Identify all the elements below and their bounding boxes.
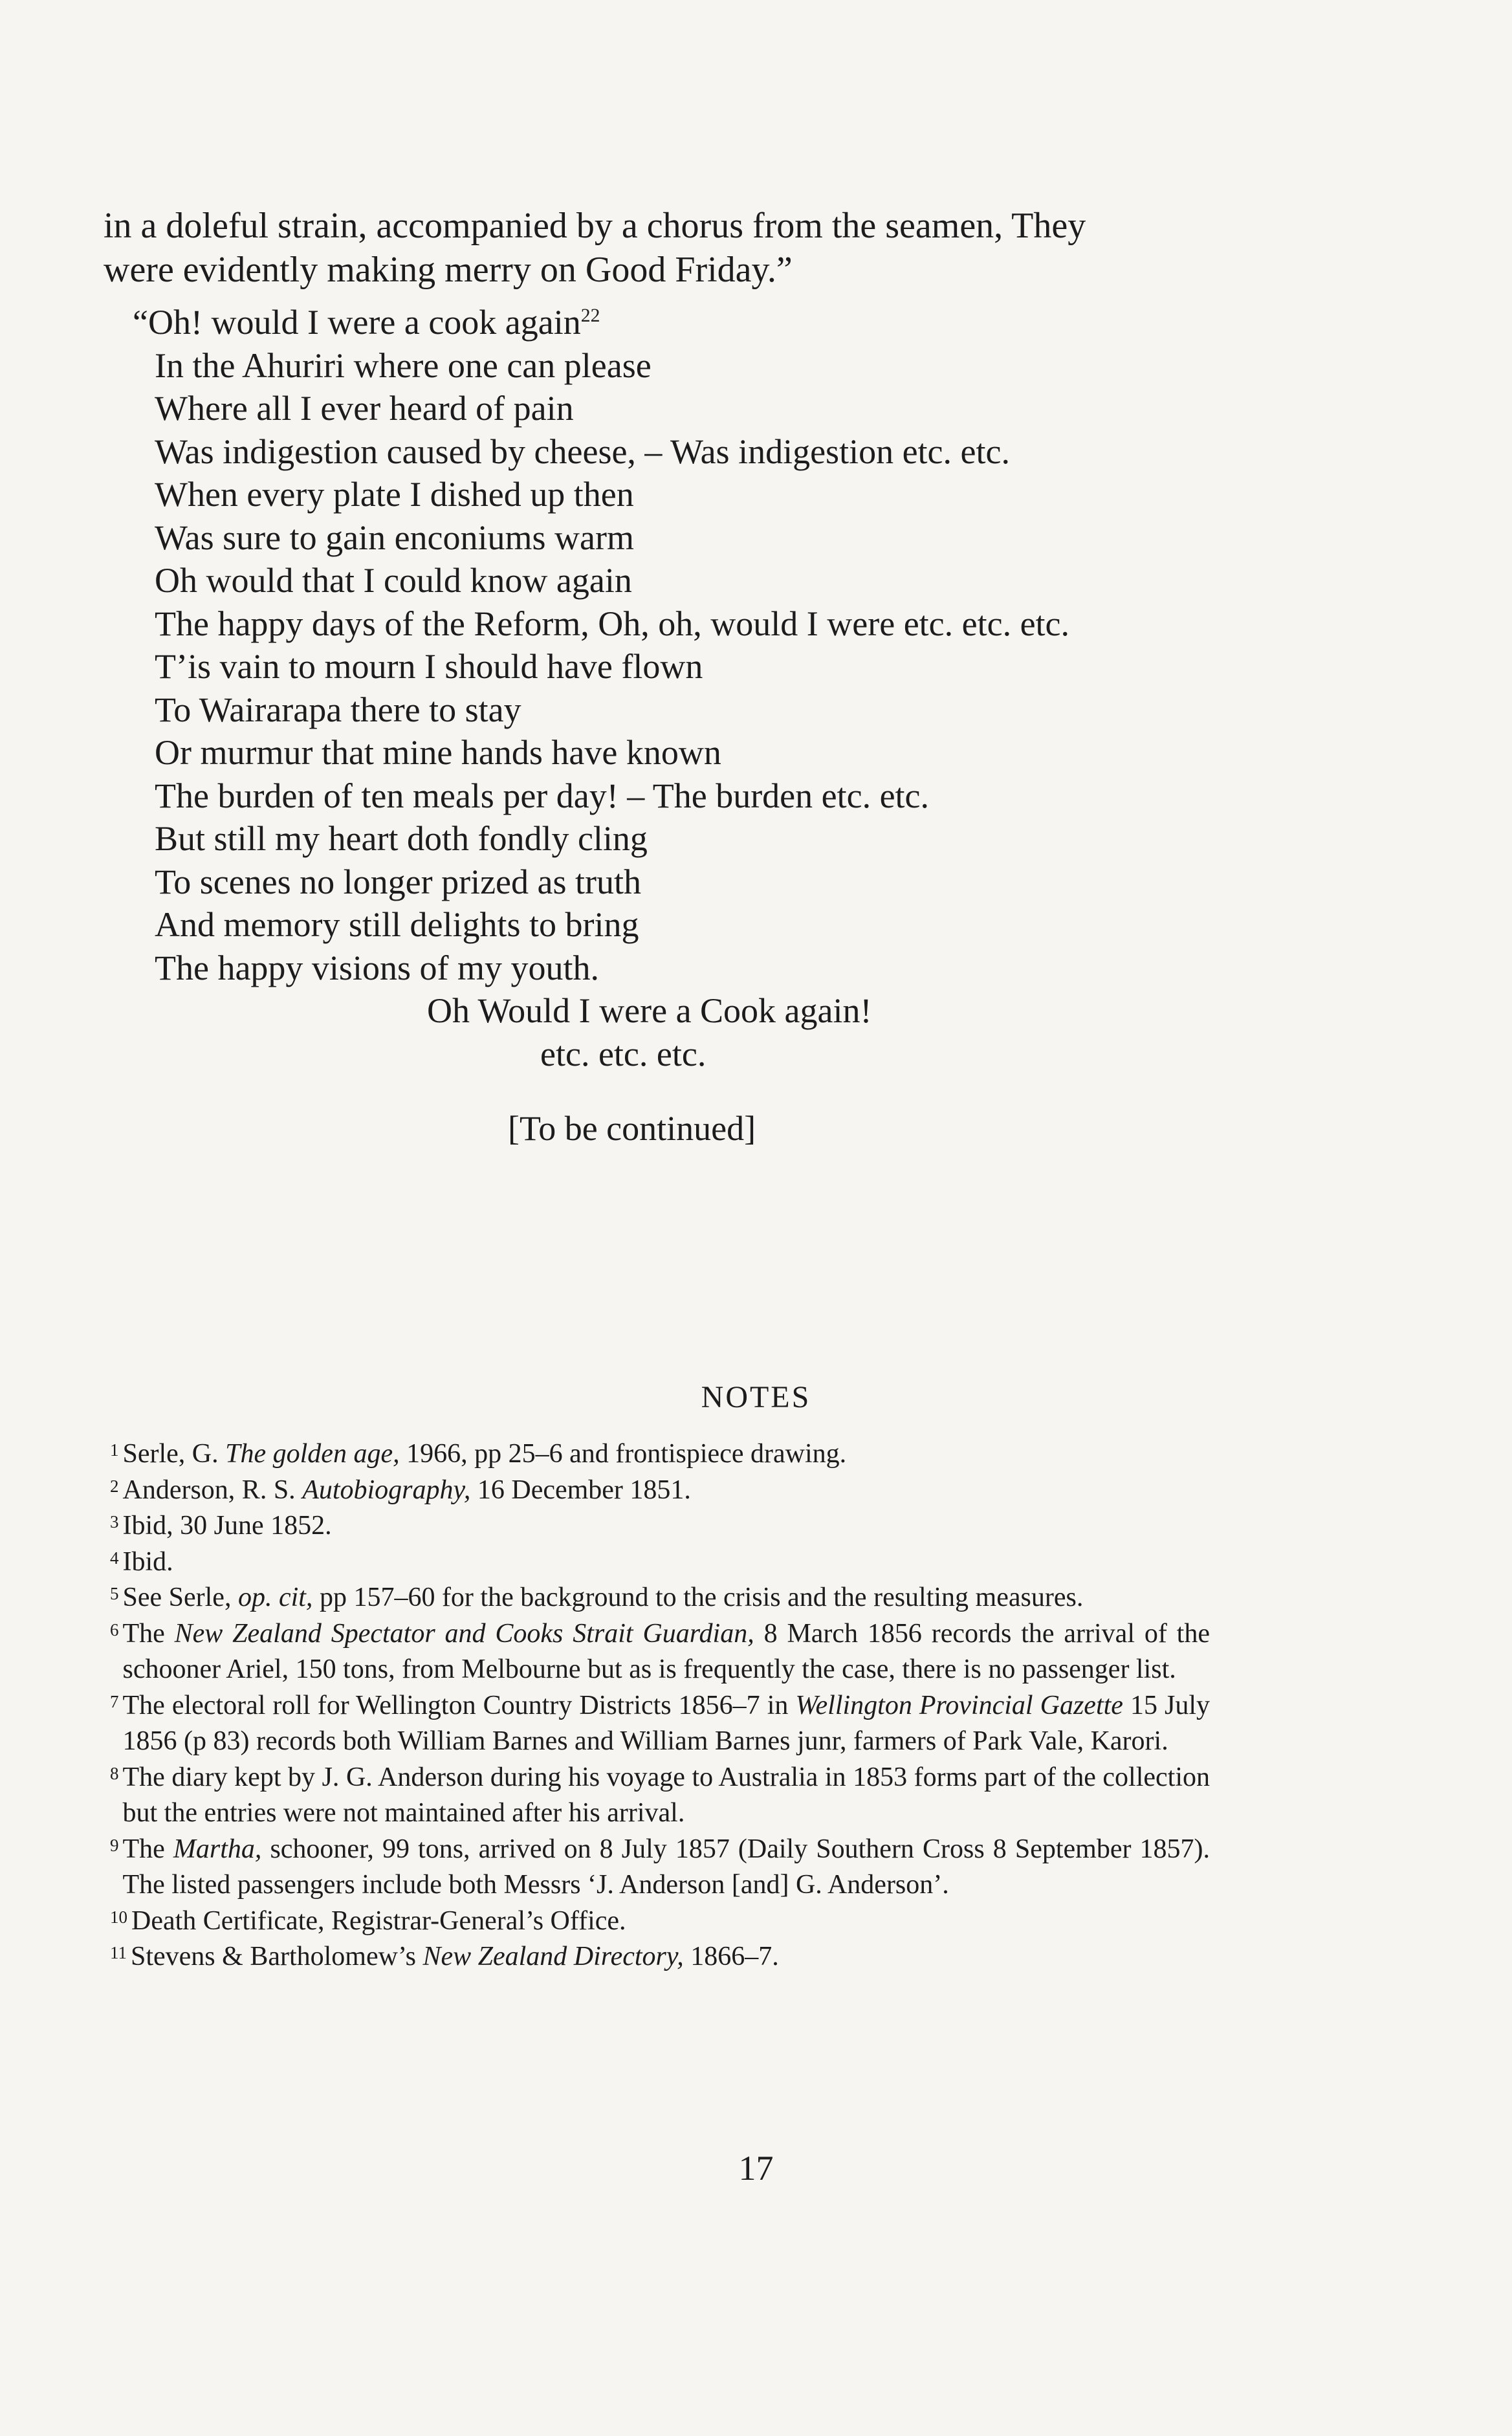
poem-refrain: Oh Would I were a Cook again!: [427, 991, 872, 1030]
poem-line: In the Ahuriri where one can please: [155, 346, 652, 385]
note-text-pre: Death Certificate, Registrar-General’s Office.: [131, 1905, 626, 1936]
note-text-pre: The: [122, 1618, 175, 1649]
note-text-pre: Anderson, R. S.: [122, 1475, 303, 1505]
note-text-pre: See Serle,: [122, 1583, 238, 1612]
note-text-italic: The golden age,: [225, 1439, 400, 1469]
poem-line: Or murmur that mine hands have known: [155, 733, 721, 772]
notes-heading: NOTES: [701, 1380, 811, 1414]
poem-line: Where all I ever heard of pain: [155, 389, 574, 428]
note-text-italic: New Zealand Directory,: [422, 1942, 684, 1971]
note-number: 1: [110, 1440, 119, 1460]
note-text: [123, 1832, 1211, 1904]
note-number: 10: [110, 1907, 127, 1927]
poem-line: When every plate I dished up then: [155, 475, 634, 514]
note-text-pre: Serle, G.: [122, 1439, 226, 1469]
poem-line: The happy visions of my youth.: [155, 948, 599, 987]
note-text: [123, 1544, 1211, 1581]
note-text: [123, 1688, 1211, 1760]
note-text-post: 15 July 1856 (p 83) records both William Barnes and William Barnes junr, farmers of Park Vale, Karori.: [122, 1690, 1210, 1756]
poem-line: But still my heart doth fondly cling: [155, 819, 648, 858]
note-text-italic: op. cit,: [237, 1583, 313, 1612]
note-text: [123, 1616, 1211, 1688]
note-number: 5: [110, 1584, 119, 1603]
note-text-italic: New Zealand Spectator and Cooks Strait Guardian,: [174, 1618, 754, 1649]
note-text-italic: Autobiography,: [302, 1475, 471, 1505]
note-text-post: 1866–7.: [683, 1942, 779, 1971]
intro-line-2: were evidently making merry on Good Friday.”: [104, 250, 793, 290]
poem-line: And memory still delights to bring: [155, 905, 639, 944]
note-item: [110, 1939, 1210, 1975]
poem-line: The burden of ten meals per day! – The burden etc. etc.: [155, 776, 930, 815]
note-number: 4: [110, 1548, 119, 1568]
poem-line: To Wairarapa there to stay: [155, 690, 521, 729]
note-item: [110, 1904, 1210, 1940]
note-item: [110, 1832, 1210, 1904]
note-number: 11: [110, 1943, 127, 1962]
note-text: [123, 1580, 1211, 1616]
note-text-italic: Wellington Provincial Gazette: [795, 1690, 1123, 1720]
poem: [133, 301, 1226, 1075]
note-text: [131, 1939, 1210, 1975]
note-text: [123, 1473, 1211, 1509]
note-item: [110, 1544, 1210, 1581]
note-text-post: schooner, 99 tons, arrived on 8 July 1857 (Daily Southern Cross 8 September 1857). The listed passengers include both Messrs ‘J. Anderson [and] G. Anderson’.: [122, 1834, 1211, 1900]
note-item: [110, 1508, 1210, 1544]
note-text: [123, 1436, 1211, 1473]
note-text: [123, 1508, 1211, 1544]
poem-line: Was indigestion caused by cheese, – Was indigestion etc. etc.: [155, 432, 1010, 471]
poem-line: Was sure to gain enconiums warm: [155, 518, 634, 557]
note-text-pre: Stevens & Bartholomew’s: [131, 1942, 423, 1971]
note-item: [110, 1616, 1210, 1688]
note-text-pre: Ibid.: [122, 1546, 173, 1577]
note-number: 6: [110, 1619, 119, 1640]
intro-line-1: in a doleful strain, accompanied by a chorus from the seamen, They: [104, 206, 1086, 246]
note-text-pre: The: [122, 1834, 173, 1864]
note-text-post: 1966, pp 25–6 and frontispiece drawing.: [399, 1439, 847, 1469]
note-item: [110, 1688, 1210, 1760]
note-item: [110, 1436, 1210, 1473]
note-text-pre: Ibid, 30 June 1852.: [122, 1511, 332, 1541]
note-number: 9: [110, 1835, 119, 1855]
poem-line: [133, 301, 1226, 344]
poem-line-text: “Oh! would I were a cook again: [133, 303, 581, 342]
note-item: [110, 1580, 1210, 1616]
note-text: [131, 1904, 1210, 1940]
note-item: [110, 1760, 1210, 1832]
note-text-pre: The electoral roll for Wellington Country Districts 1856–7 in: [122, 1690, 796, 1720]
notes-list: [110, 1436, 1210, 1975]
note-number: 2: [110, 1476, 119, 1496]
poem-line: The happy days of the Reform, Oh, oh, would I were etc. etc. etc.: [155, 604, 1070, 643]
note-text-post: 8 March 1856 records the arrival of the schooner Ariel, 150 tons, from Melbourne but as is frequently the case, there is no passenger list.: [122, 1618, 1210, 1684]
footnote-ref: 22: [580, 305, 600, 326]
note-text-italic: Martha,: [173, 1834, 262, 1864]
note-text-post: pp 157–60 for the background to the crisis and the resulting measures.: [312, 1583, 1084, 1612]
to-be-continued: [To be continued]: [508, 1109, 756, 1148]
note-item: [110, 1473, 1210, 1509]
page-number: 17: [738, 2149, 774, 2188]
poem-refrain-etc: etc. etc. etc.: [540, 1034, 707, 1073]
poem-line: Oh would that I could know again: [155, 561, 632, 600]
intro-paragraph: [104, 204, 1216, 292]
note-number: 8: [110, 1763, 119, 1783]
note-text: [123, 1760, 1211, 1832]
note-number: 7: [110, 1691, 119, 1711]
poem-line: T’is vain to mourn I should have flown: [155, 647, 703, 686]
poem-line: To scenes no longer prized as truth: [155, 862, 641, 901]
note-text-post: 16 December 1851.: [470, 1475, 691, 1505]
note-number: 3: [110, 1512, 119, 1531]
note-text-pre: The diary kept by J. G. Anderson during his voyage to Australia in 1853 forms part of the collection but the entries were not maintained after his arrival.: [122, 1762, 1210, 1828]
